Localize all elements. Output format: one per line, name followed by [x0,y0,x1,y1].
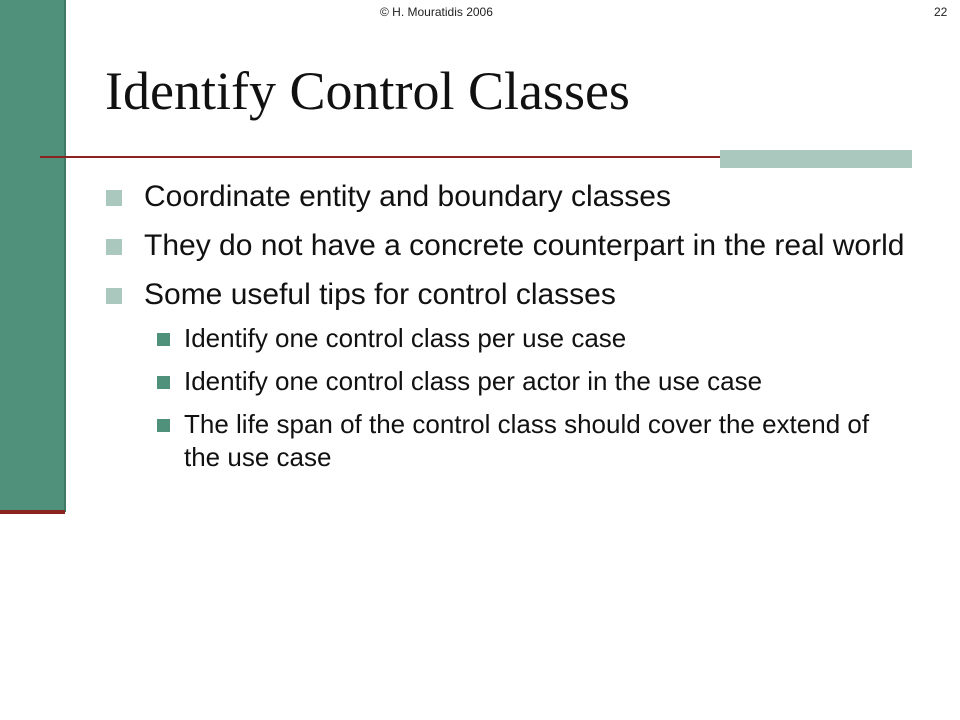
bullet-text: Some useful tips for control classes [144,278,616,311]
sub-bullet-text: The life span of the control class should cover the extend of the use case [184,409,870,472]
bullet-text: Coordinate entity and boundary classes [144,180,671,213]
sub-bullet-text: Identify one control class per actor in the use case [184,366,763,396]
sub-bullet-item [106,365,906,398]
bullet-square-icon [106,190,122,206]
sub-bullet-square-icon [157,419,170,432]
bullet-list [106,178,906,485]
side-bar [0,0,66,512]
sub-bullet-square-icon [157,376,170,389]
bullet-item [106,276,906,474]
sub-bullet-square-icon [157,333,170,346]
bullet-text: They do not have a concrete counterpart in the real world [144,229,905,262]
bullet-square-icon [106,239,122,255]
copyright-text: © H. Mouratidis 2006 [380,5,493,19]
slide-title: Identify Control Classes [105,61,630,121]
sub-bullet-text: Identify one control class per use case [184,323,627,353]
sub-bullet-item [106,408,906,474]
slide-header [0,5,960,21]
side-bar-base-line [0,510,65,514]
bullet-square-icon [106,288,122,304]
bullet-item [106,178,906,216]
sub-bullet-list [106,322,906,474]
bullet-item [106,227,906,265]
sub-bullet-item [106,322,906,355]
slide-number: 22 [934,5,948,19]
title-accent-bar [720,150,912,168]
